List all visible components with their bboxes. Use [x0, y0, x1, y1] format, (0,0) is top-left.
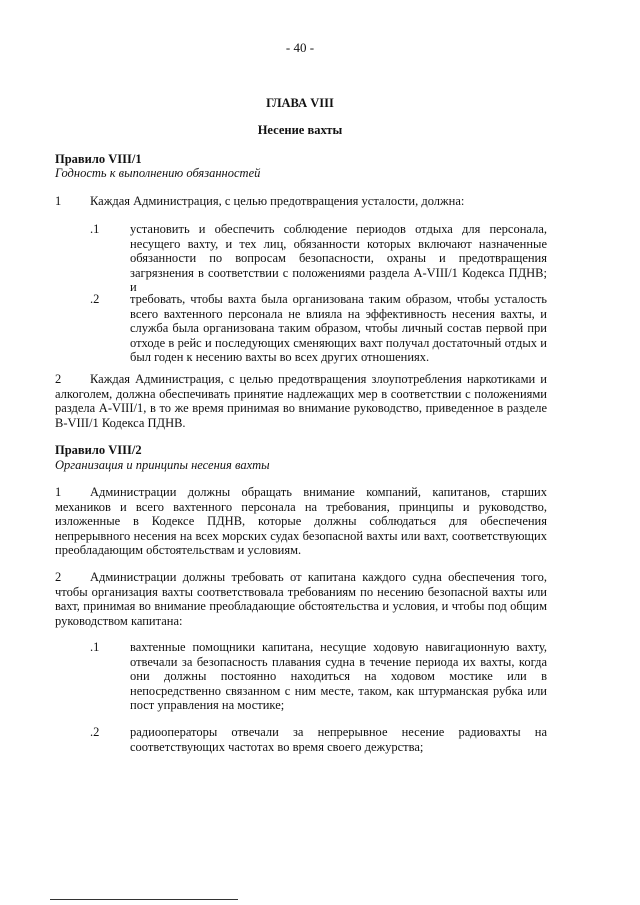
rule-2-subtitle: Организация и принципы несения вахты — [55, 458, 270, 472]
rule-2-item-2-text: радиооператоры отвечали за непрерывное несение радиовахты на соответствующих частотах во время своего дежурства; — [130, 725, 547, 754]
rule-2-item-1-text: вахтенные помощники капитана, несущие ходовую навигационную вахту, отвечали за безопасность плавания судна в течение периода их вахты, когда они должны постоянно находиться на ходовом мостике или в непосредственно связанном с ним месте, таком, как штурманская рубка или пост управления на мостике; — [130, 640, 547, 713]
rule-2-item-2-number: .2 — [90, 725, 100, 739]
page-number: - 40 - — [285, 40, 315, 55]
rule-1-title: Правило VIII/1 — [55, 152, 142, 166]
rule-1-para-2-number: 2 — [55, 372, 62, 386]
rule-2-para-2-text: Администрации должны требовать от капитана каждого судна обеспечения того, чтобы организация вахты соответствовала требованиям по несению безопасной вахты или вахт, принимая во внимание преобладающие обстоятельства и условия, и чтобы под общим руководством капитана: — [55, 570, 547, 628]
rule-1-item-1-number: .1 — [90, 222, 100, 236]
rule-1-para-1-number: 1 — [55, 194, 62, 208]
rule-2-para-2-number: 2 — [55, 570, 62, 584]
rule-1-para-2-text: Каждая Администрация, с целью предотвращения злоупотребления наркотиками и алкоголем, должна обеспечивать принятие надлежащих мер в соответствии с положениями раздела A-VIII/1, в то же время принимая во внимание руководство, приведенное в разделе B-VIII/1 Кодекса ПДНВ. — [55, 372, 547, 430]
chapter-heading: ГЛАВА VIII — [266, 96, 334, 110]
rule-2-para-1-text: Администрации должны обращать внимание компаний, капитанов, старших механиков и всего вахтенного персонала на требования, принципы и руководство, изложенные в Кодексе ПДНВ, которые должны соблюдаться для обеспечения непрерывного несения на всех морских судах безопасной вахты или вахт, соответствующих преобладающим обстоятельствам и условиям. — [55, 485, 547, 558]
rule-1-subtitle: Годность к выполнению обязанностей — [55, 166, 261, 180]
rule-2-item-1-number: .1 — [90, 640, 100, 654]
rule-1-para-1-text: Каждая Администрация, с целью предотвращения усталости, должна: — [90, 194, 465, 208]
rule-1-item-2-text: требовать, чтобы вахта была организована таким образом, чтобы усталость всего вахтенного персонала не влияла на эффективность несения вахты, и служба была организована таким образом, чтобы личный состав первой при отходе в рейс и последующих сменяющих вахт получал достаточный отдых и был годен к несению вахты во всех других отношениях. — [130, 292, 547, 365]
rule-2-para-1-number: 1 — [55, 485, 62, 499]
rule-1-item-1-text: установить и обеспечить соблюдение периодов отдыха для персонала, несущего вахту, и тех лиц, обязанности которых включают назначенные обязанности по вопросам безопасности, охраны и предотвращения загрязнения в соответствии с положениями раздела A-VIII/1 Кодекса ПДНВ; и — [130, 222, 547, 295]
rule-1-item-2-number: .2 — [90, 292, 100, 306]
rule-2-title: Правило VIII/2 — [55, 443, 142, 457]
chapter-title: Несение вахты — [257, 123, 343, 137]
footnote-divider — [50, 899, 238, 900]
